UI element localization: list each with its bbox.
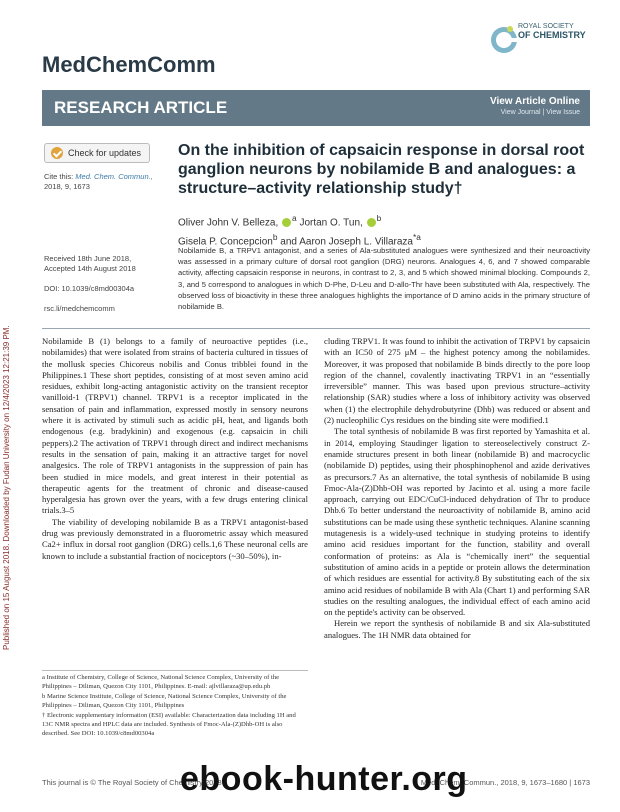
affiliation-mark: b xyxy=(376,213,382,223)
abstract: Nobilamide B, a TRPV1 antagonist, and a series of Ala-substituted analogues were synthesized and their neuroactivity was assessed in a primary culture of dorsal root ganglion (DRG) neurons. Analogues 4, 6, and 7 showed comparable activity, affecting capsaicin response in neurons, in contrast to 2, 3, and 5 which showed minimal blocking. Compounds 2, 3, and 5 correspond to analogues in which D-Phe, D-Leu and D-allo-Thr have been substituted with Ala, respectively. The observed loss of bioactivity in these three analogues highlights the importance of D amino acids in the primary structure of nobilamide B. xyxy=(178,246,590,312)
check-updates-label: Check for updates xyxy=(68,148,142,158)
footer-copyright: This journal is © The Royal Society of Chemistry 2018 xyxy=(42,778,222,787)
affiliation-mark: a xyxy=(292,213,297,223)
author-villaraza[interactable]: and Aaron Joseph L. Villaraza xyxy=(280,236,413,248)
article-metadata xyxy=(44,254,164,324)
divider xyxy=(42,328,590,329)
footnote-a: a Institute of Chemistry, College of Science, National Science Complex, University of the Philippines – Diliman, Quezon City 1101, Philippines. E-mail: ajlvillaraza@up.edu.ph xyxy=(42,674,280,690)
watermark: ebook-hunter.org xyxy=(180,760,468,798)
orcid-icon[interactable] xyxy=(282,218,291,227)
footer-citation: Med. Chem. Commun., 2018, 9, 1673–1680 | 1673 xyxy=(420,778,590,787)
body-paragraph: Herein we report the synthesis of nobilamide B and six Ala-substituted analogues. The 1H NMR data obtained for xyxy=(324,618,590,640)
article-type-banner xyxy=(42,90,590,126)
author-concepcion[interactable]: Gisela P. Concepcion xyxy=(178,236,273,248)
left-column xyxy=(42,336,308,562)
cite-volume: 2018, 9, 1673 xyxy=(44,182,90,191)
article-links xyxy=(490,96,580,116)
journal-url[interactable]: rsc.li/medchemcomm xyxy=(44,304,115,313)
author-list xyxy=(178,211,588,250)
journal-issue-links[interactable]: View Journal | View Issue xyxy=(500,109,580,116)
body-paragraph: The viability of developing nobilamide B as a TRPV1 antagonist-based drug was previously demonstrated in a fluorometric assay which measured Ca2+ influx in dorsal root ganglion (DRG) cells.1,6 These neuronal cells are known to include a substantial fraction of nociceptors (~30–50%), in- xyxy=(42,516,308,561)
check-updates-button[interactable] xyxy=(44,143,150,163)
body-paragraph: cluding TRPV1. It was found to inhibit the activation of TRPV1 by capsaicin with an IC50 of 275 μM – the highest potency among the nobilamides. Moreover, it was proposed that nobilamide B binds directly to the pore loop region of the channel, covalently inactivating TRPV1 in an “essentially irreversible” manner. This was based upon previous structure–activity relationship (SAR) studies where a loss of inhibitory activity was observed when (1) the electrophile dehydrobutyrine (Dhb) was reduced or absent and (2) nucleophilic Cys residues on the binding site were modified.1 xyxy=(324,336,590,426)
cite-prefix: Cite this: xyxy=(44,172,74,181)
footnotes xyxy=(42,670,308,740)
journal-name: MedChemComm xyxy=(42,52,216,77)
publisher-line1: ROYAL SOCIETY xyxy=(518,23,574,30)
right-column xyxy=(324,336,590,641)
author-belleza[interactable]: Oliver John V. Belleza, xyxy=(178,217,279,229)
orcid-icon[interactable] xyxy=(367,218,376,227)
download-notice: Published on 15 August 2018. Downloaded by Fudan University on 12/4/2023 12:21:39 PM. xyxy=(2,325,11,650)
publisher-line2: OF CHEMISTRY xyxy=(518,30,586,40)
check-icon xyxy=(51,147,63,159)
article-title: On the inhibition of capsaicin response in dorsal root ganglion neurons by nobilamide B and analogues: a structure–activity relationship study† xyxy=(178,142,585,197)
doi[interactable]: DOI: 10.1039/c8md00304a xyxy=(44,284,135,293)
body-paragraph: Nobilamide B (1) belongs to a family of neuroactive peptides (i.e., nobilamides) that were isolated from strains of bacteria cultured in tissues of the mollusk species Chicoreus nobilis and Conus tribblei found in the Philippines.1 These short peptides, consisting of at most seven amino acid residues, exhibit long-acting antagonistic activity on the transient receptor vanilloid-1 (TRPV1) channel. TRPV1 is a receptor implicated in the sensation of pain and inflammation, expressed mostly in sensory neurons where it is activated by stimuli such as acidic pH, heat, and ligands both endogenous (e.g. bradykinin) and exogenous (e.g. capsaicin in chili peppers).2 The activation of TRPV1 through direct and indirect mechanisms results in the sensation of pain, making it an attractive target for novel analgesics. The role of TRPV1 antagonists in the suppression of pain has been studied in mice models, and great interest in their potential as therapeutic agents for the treatment of chronic and disease-caused hyperalgesia has grown over the years, with a few drugs entering clinical trials.3–5 xyxy=(42,336,308,516)
affiliation-mark: *a xyxy=(412,232,421,243)
author-tun[interactable]: Jortan O. Tun, xyxy=(299,217,363,229)
received-date: Received 18th June 2018, xyxy=(44,254,132,263)
accepted-date: Accepted 14th August 2018 xyxy=(44,264,136,273)
publisher-name xyxy=(518,23,586,39)
article-type: RESEARCH ARTICLE xyxy=(54,98,228,117)
affiliation-mark: b xyxy=(272,232,278,243)
body-paragraph: The total synthesis of nobilamide B was first reported by Yamashita et al. in 2014, employing Staudinger ligation to stereoselectively construct Z-enamide structures present in both linear (nobilamide B) and macrocyclic (nobilamide D) peptides, using their phosphinophenol and azide derivatives as precursors.7 As an alternative, the total synthesis of nobilamide B using Fmoc-Ala-(Z)Dhb-OH was reported by Jacinto et al. using a more facile approach, carrying out EDC/CuCl-induced dehydration of Thr to produce Dhb.6 To better understand the neuroactivity of nobilamide B, amino acid substitutions can be made using these synthetic techniques. Alanine scanning mutagenesis is a widely-used technique in studying proteins to identify amino acid residues important for the function, stability and overall conformation of proteins: as Ala is “chemically inert” the sequential substitution of amino acids in a peptide or protein allows the determination of which residues are essential for activity.8 By substituting each of the six amino acid residues of nobilamide B with Ala (Chart 1) and performing SAR studies on the resulting analogues, the individual effect of each amino acid on the peptide's activity can be observed. xyxy=(324,426,590,618)
footnote-b: b Marine Science Institute, College of Science, National Science Complex, University of the Philippines – Diliman, Quezon City 1101, Philippines xyxy=(42,693,287,709)
cite-journal-link[interactable]: Med. Chem. Commun., xyxy=(75,172,153,181)
citation xyxy=(44,172,164,192)
view-article-online-link[interactable]: View Article Online xyxy=(489,96,580,107)
footnote-esi: † Electronic supplementary information (ESI) available: Characterization data including 1H and 13C NMR spectra and HPLC data are included. Synthesis of Fmoc-Ala-(Z)Dhb-OH is also described. See DOI: 10.1039/c8md00304a xyxy=(42,712,296,737)
